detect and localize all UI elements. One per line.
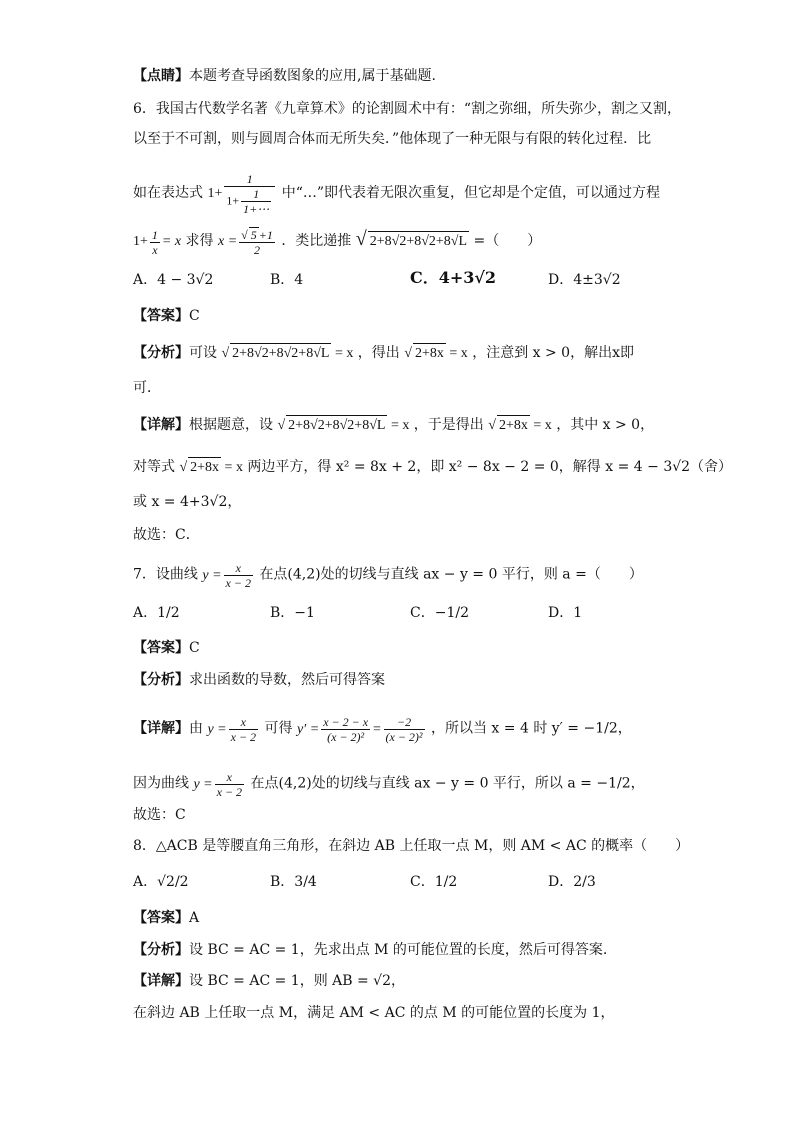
nested-radical-formula: √ 2+8√2+8√2+8√L = x [277, 418, 409, 433]
q7-stem [133, 561, 643, 590]
analysis-tag: 【分析】 [133, 672, 189, 688]
q7-text: 可得 [264, 720, 293, 737]
curve-formula: y = $\frac{x}{x - 2}$ [207, 715, 257, 744]
q6-text: 如在表达式 [133, 185, 203, 202]
detail-tag: 【详解】 [133, 417, 189, 433]
q8-stem: 8．△ACB 是等腰直角三角形，在斜边 AB 上任取一点 M，则 AM < AC 的概率（ ） [133, 838, 690, 854]
q8-analysis: 设 BC = AC = 1，先求出点 M 的可能位置的长度，然后可得答案. [189, 942, 608, 958]
q6-text: ，注意到 x > 0，解出x即 [472, 345, 634, 361]
q8-option-b: B．3/4 [270, 874, 317, 890]
radical-equation: √ 2+8x = x [179, 460, 243, 475]
q6-text: ，得出 [357, 345, 400, 361]
q6-detail-line-2 [133, 457, 732, 478]
q6-text: ，于是得出 [413, 417, 484, 433]
q6-detail-line-3: 或 x = 4+3√2， [133, 494, 242, 510]
q8-last-line: 在斜边 AB 上任取一点 M，满足 AM < AC 的点 M 的可能位置的长度为 1， [133, 1005, 615, 1021]
q7-detail-line-2 [133, 770, 645, 799]
q6-answer: C [189, 308, 200, 324]
q6-option-c: C．4+3√2 [410, 268, 497, 287]
nested-radical-formula: √ 2+8√2+8√2+8√L = x [221, 346, 353, 361]
q7-text: 7．设曲线 [133, 566, 198, 583]
q7-option-d: D．1 [548, 605, 583, 621]
equation-formula: 1+ $\frac{1}{x}$ = x [133, 227, 182, 257]
solution-formula: x = $\frac{√ 5 +1}{2}$ [217, 228, 273, 257]
q6-text: 对等式 [133, 459, 175, 475]
q7-text: 在点(4,2)处的切线与直线 ax − y = 0 平行，所以 a = −1/2， [250, 775, 645, 792]
detail-tag: 【详解】 [133, 973, 189, 989]
answer-tag: 【答案】 [133, 910, 189, 926]
q6-option-b: B．4 [270, 272, 304, 288]
q7-text: 在点(4,2)处的切线与直线 ax − y = 0 平行，则 a =（ ） [259, 566, 643, 583]
q7-option-a: A．1/2 [133, 605, 180, 621]
q6-option-a: A．4 − 3√2 [133, 272, 214, 288]
q8-answer: A [189, 910, 200, 926]
curve-formula: y = $\frac{x}{x - 2}$ [193, 770, 243, 799]
q6-text: ．类比递推 [281, 233, 352, 250]
radical-equation: √ 2+8x = x [488, 418, 552, 433]
q7-option-b: B．−1 [270, 605, 315, 621]
q7-option-c: C．−1/2 [410, 605, 469, 621]
q6-text: 求得 [185, 233, 214, 250]
q6-stem-line-3 [133, 172, 660, 216]
q6-text: 可设 [189, 345, 217, 361]
derivative-formula: y′ = $\frac{x - 2 - x}{\text{(x − 2)²}}$ = $\frac{-2}{\text{(x − 2)²}}$ [296, 715, 423, 744]
q8-detail: 设 BC = AC = 1，则 AB = √2， [189, 973, 406, 989]
q6-option-d: D．4±3√2 [548, 272, 621, 288]
q7-detail-line-1 [133, 715, 632, 744]
q6-stem-line-1: 6．我国古代数学名著《九章算术》的论割圆术中有：“割之弥细，所失弥少，割之又割， [133, 101, 682, 117]
q6-answer-line [133, 306, 200, 326]
q6-choose: 故选：C． [133, 527, 200, 543]
q6-analysis-line-2: 可． [133, 380, 161, 396]
q7-text: 由 [189, 720, 203, 737]
q8-answer-line [133, 908, 199, 928]
q7-choose: 故选：C [133, 807, 186, 823]
q6-text: =（ ） [473, 233, 542, 250]
nested-radical-formula: √ 2+8√2+8√2+8√L [355, 228, 468, 251]
analysis-tag: 【分析】 [133, 942, 189, 958]
radical-equation: √ 2+8x = x [404, 346, 468, 361]
dianjing-line [133, 66, 436, 86]
q8-analysis-line [133, 940, 607, 960]
q6-text: 两边平方，得 x² = 8x + 2，即 x² − 8x − 2 = 0，解得 x = 4 − 3√2（舍） [247, 459, 733, 475]
q6-stem-line-2: 以至于不可割，则与圆周合体而无所失矣．”他体现了一种无限与有限的转化过程．比 [133, 131, 652, 147]
q6-analysis-line [133, 343, 634, 364]
answer-tag: 【答案】 [133, 640, 189, 656]
continued-fraction-formula: 1+ 1 1+ $\frac{1}{1+\cdots}$ [207, 186, 277, 201]
q7-text: 因为曲线 [133, 775, 189, 792]
curve-formula: y = $\frac{x}{x - 2}$ [202, 561, 251, 590]
q8-option-a: A．√2/2 [133, 874, 189, 890]
q7-analysis-line [133, 670, 385, 690]
dianjing-text: 本题考查导函数图象的应用,属于基础题. [189, 68, 436, 84]
q8-option-c: C．1/2 [410, 874, 458, 890]
answer-tag: 【答案】 [133, 308, 189, 324]
q7-answer: C [189, 640, 200, 656]
q6-text: 根据题意，设 [189, 417, 273, 433]
q6-stem-line-4 [133, 227, 541, 257]
dianjing-tag: 【点睛】 [133, 68, 189, 84]
q6-text: 中“…”即代表着无限次重复，但它却是个定值，可以通过方程 [281, 185, 661, 202]
q6-detail-line-1 [133, 415, 654, 436]
q7-text: ，所以当 x = 4 时 y′ = −1/2， [430, 720, 632, 737]
analysis-tag: 【分析】 [133, 345, 189, 361]
q8-option-d: D．2/3 [548, 874, 596, 890]
q7-answer-line [133, 638, 200, 658]
detail-tag: 【详解】 [133, 720, 189, 737]
q8-detail-line [133, 971, 405, 991]
q6-text: ，其中 x > 0， [556, 417, 655, 433]
q7-analysis: 求出函数的导数，然后可得答案 [189, 672, 385, 688]
